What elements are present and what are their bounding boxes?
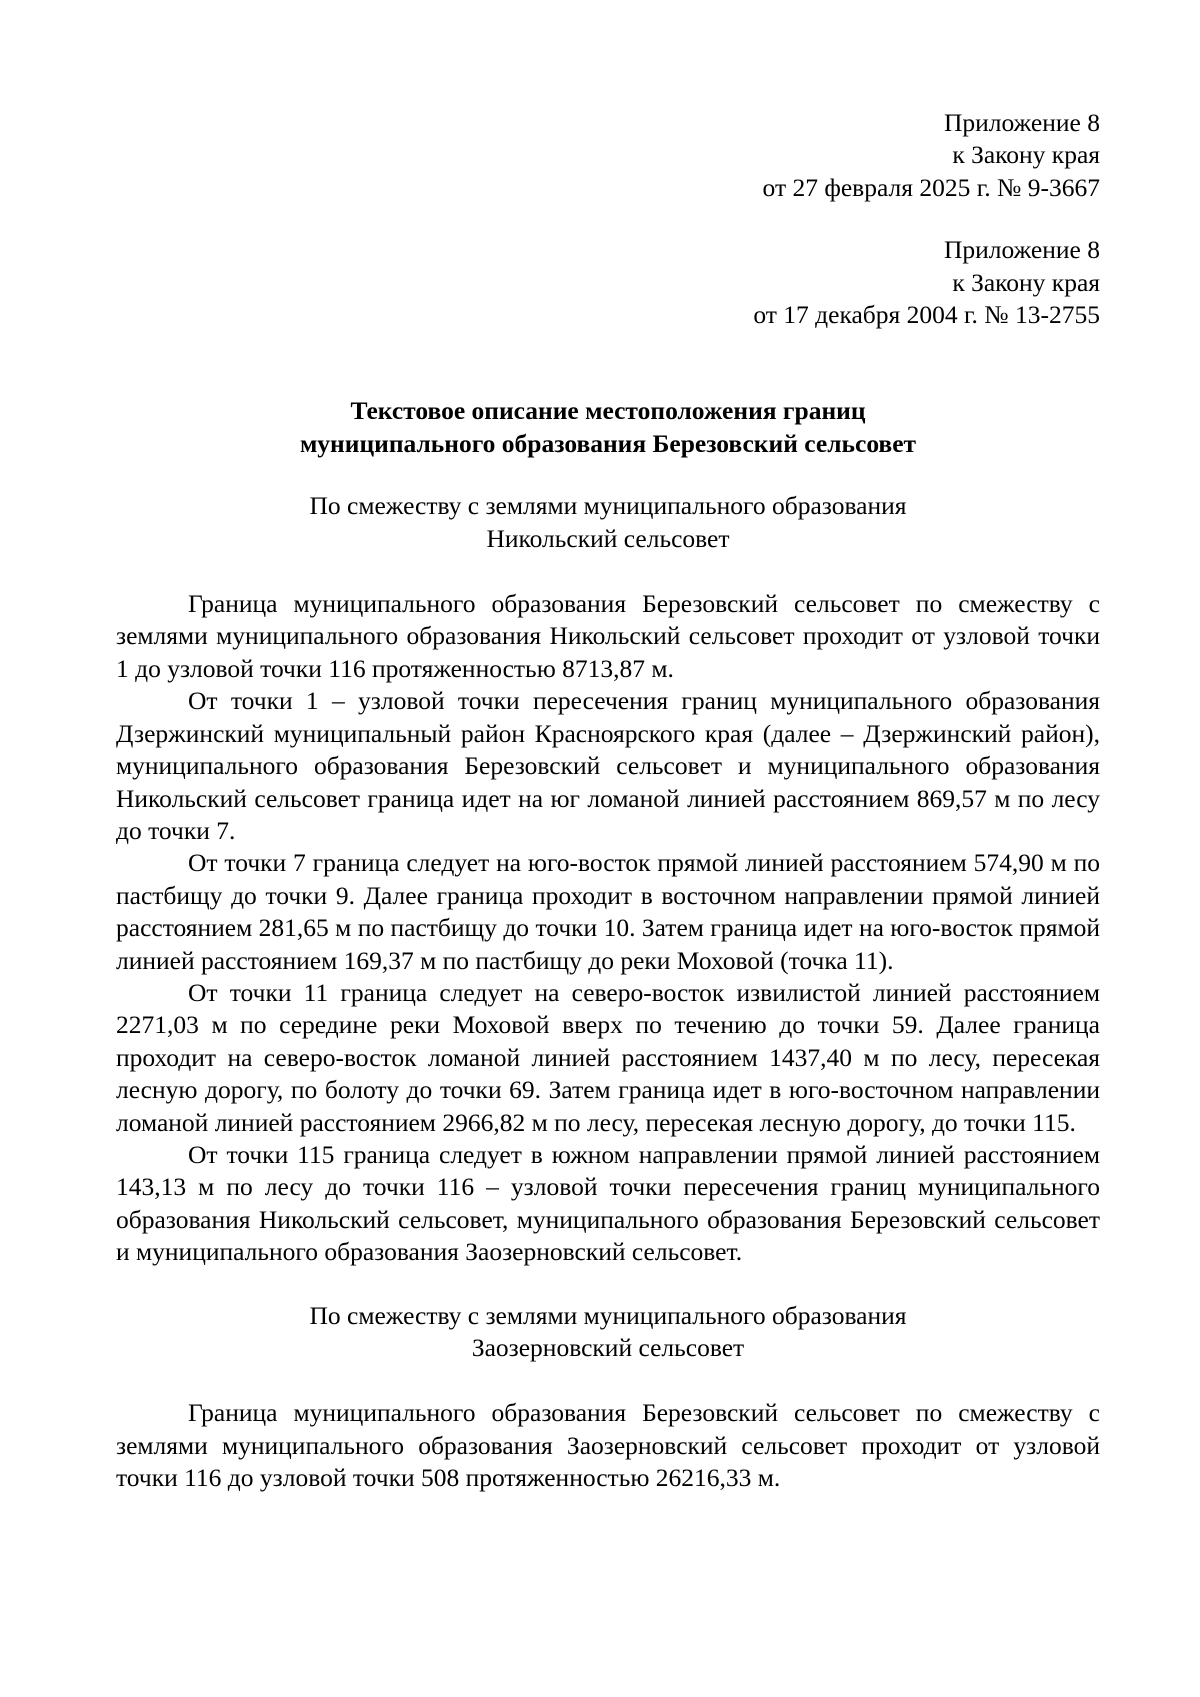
paragraph: От точки 7 граница следует на юго-восток прямой линией расстоянием 574,90 м по пастбищу до точки 9. Далее граница проходит в восточном направлении прямой линией расстоянием 281,65 м по пастбищу до точки 10. Затем граница идет на юго-восток прямой линией расстоянием 169,37 м по пастбищу до реки Моховой (точка 11). (116, 848, 1100, 975)
appendix-law-label: к Закону края (952, 140, 1100, 170)
paragraph: Граница муниципального образования Березовский сельсовет по смежеству с землями муниципального образования Никольский сельсовет проходит от узловой точки 1 до узловой точки 116 протяженностью 8713,87 м. (116, 589, 1100, 683)
appendix-law-date: от 27 февраля 2025 г. № 9-3667 (762, 172, 1100, 202)
section-heading-nikolsky (116, 490, 1100, 555)
appendix-current-reference (116, 107, 1100, 204)
paragraph: От точки 115 граница следует в южном направлении прямой линией расстоянием 143,13 м по лесу до точки 116 – узловой точки пересечения границ муниципального образования Никольский сельсовет, муниципального образования Березовский сельсовет и муниципального образования Заозерновский сельсовет. (116, 1139, 1100, 1267)
section-heading-line: Заозерновский сельсовет (471, 1333, 745, 1362)
section-heading-line: По смежеству с землями муниципального образования (309, 491, 907, 521)
appendix-law-label: к Закону края (952, 267, 1100, 297)
title-line: муниципального образования Березовский сельсовет (299, 428, 917, 458)
section-heading-line: Никольский сельсовет (486, 523, 730, 553)
appendix-number: Приложение 8 (944, 108, 1100, 137)
section-body-zaozernovsky (116, 1397, 1100, 1494)
appendix-number: Приложение 8 (944, 235, 1100, 265)
section-heading-zaozernovsky (116, 1300, 1100, 1365)
document-title (116, 395, 1100, 460)
document-page (116, 0, 1100, 1495)
title-line: Текстовое описание местоположения границ (350, 396, 866, 426)
paragraph: От точки 11 граница следует на северо-восток извилистой линией расстоянием 2271,03 м по середине реки Моховой вверх по течению до точки 59. Далее граница проходит на северо-восток ломаной линией расстоянием 1437,40 м по лесу, пересекая лесную дорогу, по болоту до точки 69. Затем граница идет в юго-восточном направлении ломаной линией расстоянием 2966,82 м по лесу, пересекая лесную дорогу, до точки 115. (116, 977, 1100, 1137)
appendix-law-date: от 17 декабря 2004 г. № 13-2755 (753, 300, 1100, 330)
section-heading-line: По смежеству с землями муниципального образования (309, 1300, 907, 1330)
section-body-nikolsky (116, 588, 1100, 1269)
paragraph: От точки 1 – узловой точки пересечения границ муниципального образования Дзержинский муниципальный район Красноярского края (далее – Дзержинский район), муниципального образования Березовский сельсовет и муниципального образования Никольский сельсовет граница идет на юг ломаной линией расстоянием 869,57 м по лесу до точки 7. (116, 686, 1100, 845)
appendix-original-reference (116, 234, 1100, 331)
paragraph: Граница муниципального образования Березовский сельсовет по смежеству с землями муниципального образования Заозерновский сельсовет проходит от узловой точки 116 до узловой точки 508 протяженностью 26216,33 м. (116, 1398, 1100, 1493)
